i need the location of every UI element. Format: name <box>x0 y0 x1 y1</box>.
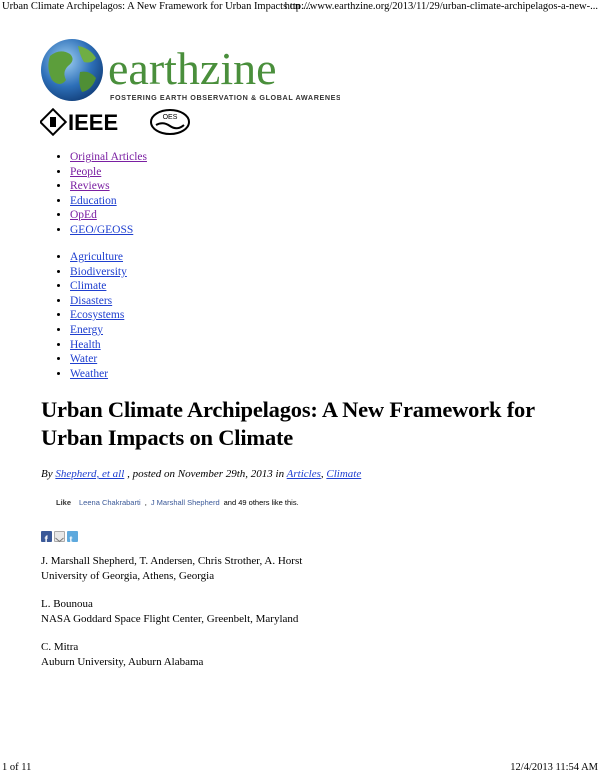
topic-item-agriculture <box>70 250 127 265</box>
logo-tagline: FOSTERING EARTH OBSERVATION & GLOBAL AWARENESS <box>110 93 340 102</box>
article-byline <box>41 468 361 480</box>
author-list <box>41 554 302 683</box>
topic-link-ecosystems[interactable]: Ecosystems <box>70 309 125 322</box>
nav-item-reviews <box>70 179 147 194</box>
byline-prefix: By <box>41 468 53 480</box>
page-count: 1 of 11 <box>2 762 32 773</box>
topic-item-water <box>70 352 127 367</box>
logo-wordmark: earthzine <box>108 43 277 94</box>
twitter-icon[interactable] <box>67 531 78 542</box>
print-timestamp: 12/4/2013 11:54 AM <box>510 762 598 773</box>
author-affiliation: Auburn University, Auburn Alabama <box>41 655 204 668</box>
topic-link-climate[interactable]: Climate <box>70 280 107 293</box>
svg-text:f: f <box>44 535 48 544</box>
topic-link-biodiversity[interactable]: Biodiversity <box>70 265 127 278</box>
likes-count-text: and 49 others like this. <box>223 498 299 507</box>
nav-item-people <box>70 165 147 180</box>
author-names: L. Bounoua <box>41 598 93 610</box>
earthzine-logo[interactable] <box>40 38 340 104</box>
topic-item-energy <box>70 323 127 338</box>
nav-link-people[interactable]: People <box>70 165 102 178</box>
svg-text:OES: OES <box>162 114 178 121</box>
earthzine-logo-graphic <box>40 38 340 104</box>
nav-link-geo-geoss[interactable]: GEO/GEOSS <box>70 223 134 236</box>
category-link-climate[interactable]: Climate <box>326 468 362 480</box>
liker-name-2[interactable]: J Marshall Shepherd <box>150 498 220 507</box>
topic-item-ecosystems <box>70 308 127 323</box>
category-separator: , <box>320 468 324 480</box>
topic-item-biodiversity <box>70 265 127 280</box>
topic-item-disasters <box>70 294 127 309</box>
oes-logo[interactable] <box>148 108 192 136</box>
author-block <box>41 597 302 626</box>
nav-item-oped <box>70 208 147 223</box>
browser-page-title: Urban Climate Archipelagos: A New Framework for Urban Impacts on ... <box>2 1 311 12</box>
facebook-like-bar <box>56 498 299 507</box>
ieee-diamond-icon <box>50 117 56 127</box>
like-button[interactable]: Like <box>56 498 72 507</box>
nav-item-education <box>70 194 147 209</box>
author-block <box>41 640 302 669</box>
author-names: J. Marshall Shepherd, T. Andersen, Chris Strother, A. Horst <box>41 555 303 567</box>
topic-item-health <box>70 338 127 353</box>
nav-link-original-articles[interactable]: Original Articles <box>70 151 147 163</box>
topic-item-weather <box>70 367 127 382</box>
facebook-icon[interactable] <box>41 531 52 542</box>
topic-link-disasters[interactable]: Disasters <box>70 294 113 307</box>
article-title: Urban Climate Archipelagos: A New Framework for Urban Impacts on Climate <box>41 397 535 450</box>
svg-text:IEEE: IEEE <box>68 110 119 135</box>
topic-link-energy[interactable]: Energy <box>70 323 104 336</box>
author-link[interactable]: Shepherd, et all <box>55 468 125 480</box>
author-affiliation: NASA Goddard Space Flight Center, Greenbelt, Maryland <box>41 612 299 625</box>
author-block <box>41 554 302 583</box>
primary-nav <box>56 150 147 238</box>
svg-text:t: t <box>69 534 73 544</box>
email-icon[interactable] <box>54 531 65 542</box>
liker-name-1[interactable]: Leena Chakrabarti <box>79 498 141 507</box>
liker-separator: , <box>144 498 147 507</box>
partner-logos <box>40 108 192 136</box>
author-names: C. Mitra <box>41 641 79 653</box>
topic-link-water[interactable]: Water <box>70 353 98 366</box>
author-affiliation: University of Georgia, Athens, Georgia <box>41 569 215 582</box>
ieee-logo[interactable] <box>40 108 130 136</box>
topic-link-health[interactable]: Health <box>70 338 101 351</box>
nav-link-education[interactable]: Education <box>70 194 117 207</box>
nav-link-oped[interactable]: OpEd <box>70 209 97 222</box>
share-buttons <box>41 531 78 542</box>
nav-item-geo-geoss <box>70 223 147 238</box>
browser-url: http://www.earthzine.org/2013/11/29/urban-climate-archipelagos-a-new-... <box>284 1 598 12</box>
topic-item-climate <box>70 279 127 294</box>
category-link-articles[interactable]: Articles <box>286 468 321 480</box>
topic-link-agriculture[interactable]: Agriculture <box>70 251 124 263</box>
topic-nav <box>56 250 127 381</box>
byline-posted: , posted on November 29th, 2013 in <box>127 468 285 480</box>
topic-link-weather[interactable]: Weather <box>70 367 109 380</box>
nav-item-original-articles <box>70 150 147 165</box>
nav-link-reviews[interactable]: Reviews <box>70 180 110 193</box>
